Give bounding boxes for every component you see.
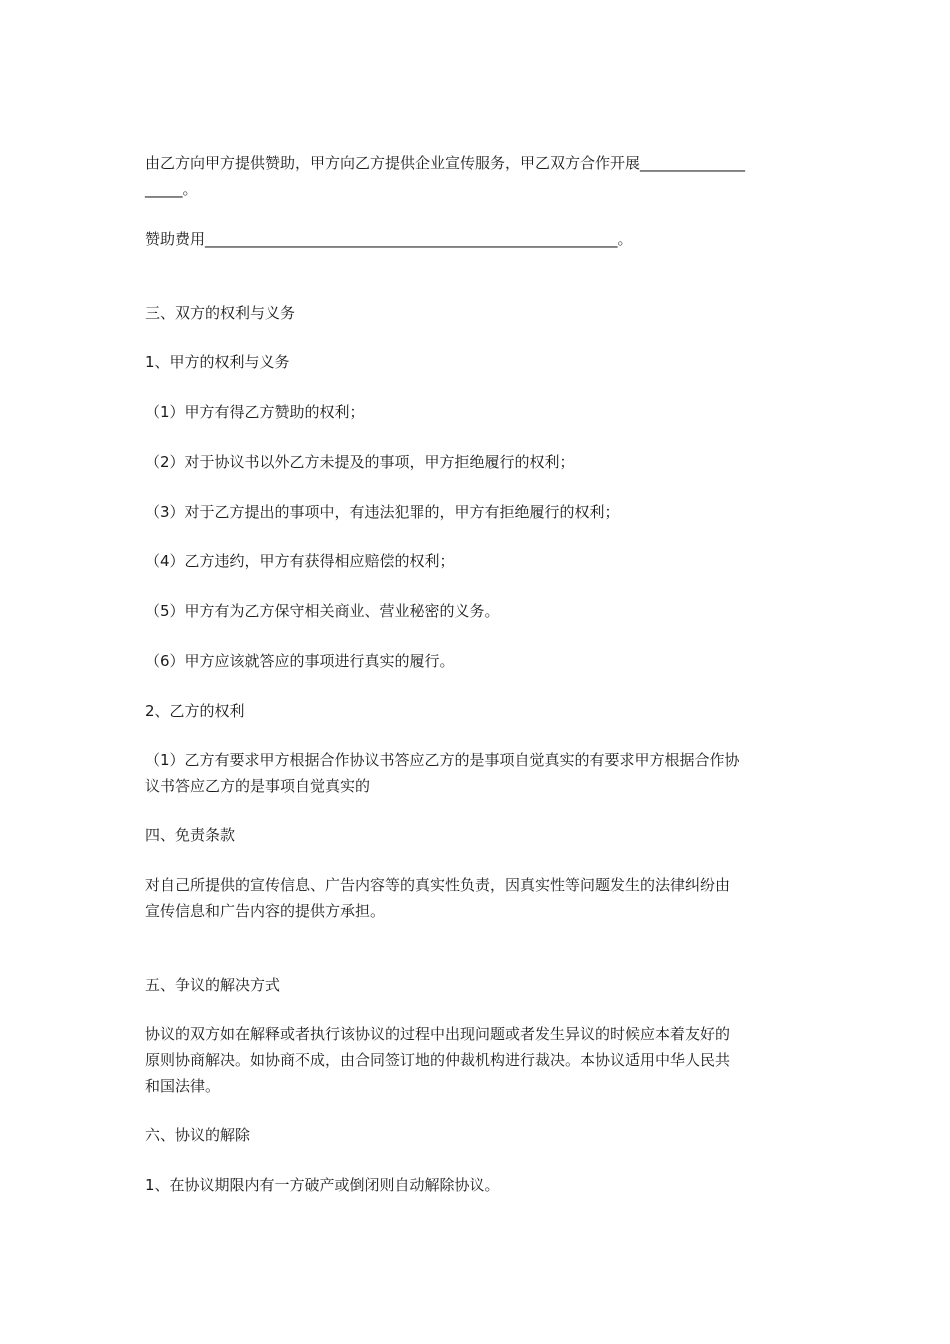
para1-line2: _____。 [145, 180, 198, 198]
section-5-line1: 协议的双方如在解释或者执行该协议的过程中出现问题或者发生异议的时候应本着友好的 [145, 1025, 731, 1043]
party-b-item-1-line1: （1）乙方有要求甲方根据合作协议书答应乙方的是事项自觉真实的有要求甲方根据合作协 [145, 751, 740, 769]
sponsorship-fee-line: 赞助费用_______________________________________________________。 [145, 230, 633, 248]
section-4-line2: 宣传信息和广告内容的提供方承担。 [145, 902, 386, 920]
party-a-item-3: （3）对于乙方提出的事项中，有违法犯罪的，甲方有拒绝履行的权利； [145, 503, 620, 521]
party-a-item-2: （2）对于协议书以外乙方未提及的事项，甲方拒绝履行的权利； [145, 453, 575, 471]
para1-line1: 由乙方向甲方提供赞助，甲方向乙方提供企业宣传服务，甲乙双方合作开展______________ [145, 154, 746, 172]
section-4-line1: 对自己所提供的宣传信息、广告内容等的真实性负责，因真实性等问题发生的法律纠纷由 [145, 876, 731, 894]
subsection-1-title: 1、甲方的权利与义务 [145, 353, 290, 371]
section-4-title: 四、免责条款 [145, 826, 236, 844]
party-b-item-1-line2: 议书答应乙方的是事项自觉真实的 [145, 777, 371, 795]
section-6-item-1: 1、在协议期限内有一方破产或倒闭则自动解除协议。 [145, 1176, 500, 1194]
section-6-title: 六、协议的解除 [145, 1126, 251, 1144]
subsection-2-title: 2、乙方的权利 [145, 702, 245, 720]
section-3-title: 三、双方的权利与义务 [145, 304, 296, 322]
section-5-line2: 原则协商解决。如协商不成，由合同签订地的仲裁机构进行裁决。本协议适用中华人民共 [145, 1051, 731, 1069]
party-a-item-4: （4）乙方违约，甲方有获得相应赔偿的权利； [145, 552, 455, 570]
section-5-line3: 和国法律。 [145, 1077, 221, 1095]
section-5-title: 五、争议的解决方式 [145, 976, 281, 994]
party-a-item-1: （1）甲方有得乙方赞助的权利； [145, 403, 365, 421]
party-a-item-6: （6）甲方应该就答应的事项进行真实的履行。 [145, 652, 455, 670]
party-a-item-5: （5）甲方有为乙方保守相关商业、营业秘密的义务。 [145, 602, 500, 620]
